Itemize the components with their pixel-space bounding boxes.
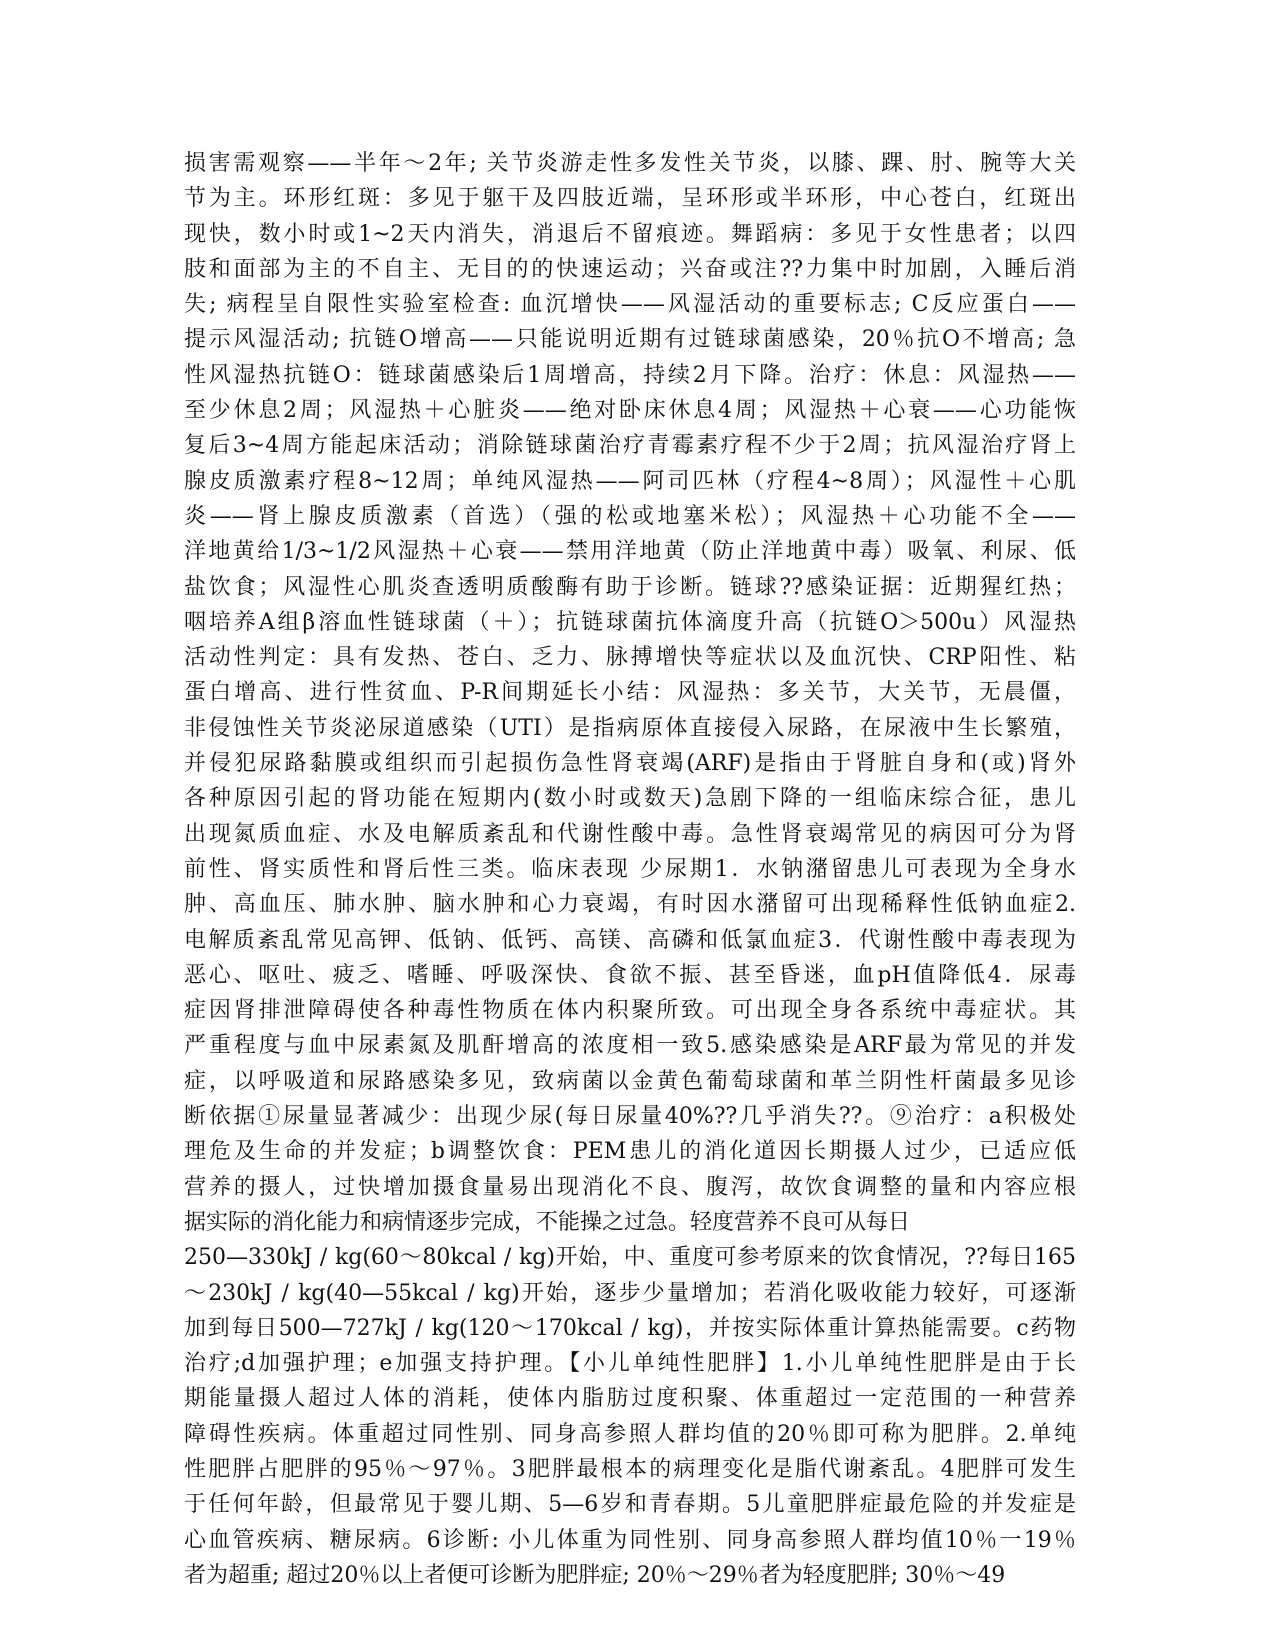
text-line: 活动性判定：具有发热、苍白、乏力、脉搏增快等症状以及血沉快、CRP阳性、粘 — [184, 645, 1076, 671]
text-line: 症因肾排泄障碍使各种毒性物质在体内积聚所致。可出现全身各系统中毒症状。其 — [184, 998, 1076, 1024]
text-line: 蛋白增高、进行性贫血、P-R间期延长小结：风湿热：多关节，大关节，无晨僵， — [184, 680, 1076, 706]
text-line: 咽培养A组β溶血性链球菌（＋）；抗链球菌抗体滴度升高（抗链O＞500u）风湿热 — [184, 609, 1076, 635]
text-line: 腺皮质激素疗程8~12周；单纯风湿热——阿司匹林（疗程4~8周）；风湿性＋心肌 — [184, 468, 1076, 494]
text-line: 性肥胖占肥胖的95％～97％。3肥胖最根本的病理变化是脂代谢紊乱。4肥胖可发生 — [184, 1456, 1076, 1482]
text-line: 电解质紊乱常见高钾、低钠、低钙、高镁、高磷和低氯血症3．代谢性酸中毒表现为 — [184, 927, 1076, 953]
text-line: 盐饮食；风湿性心肌炎查透明质酸酶有助于诊断。链球??感染证据：近期猩红热； — [184, 574, 1076, 600]
text-line: 加到每日500—727kJ / kg(120～170kcal / kg)，并按实际体重计算热能需要。c药物 — [184, 1315, 1076, 1341]
text-line: 者为超重; 超过20％以上者便可诊断为肥胖症; 20％～29％者为轻度肥胖; 30％～49 — [184, 1562, 1006, 1588]
text-line: 损害需观察——半年～2年; 关节炎游走性多发性关节炎，以膝、踝、肘、腕等大关 — [184, 151, 1076, 176]
text-line: 严重程度与血中尿素氮及肌酐增高的浓度相一致5.感染感染是ARF最为常见的并发 — [184, 1033, 1076, 1059]
text-line: 据实际的消化能力和病情逐步完成，不能操之过急。轻度营养不良可从每日 — [184, 1209, 911, 1235]
text-line: 性风湿热抗链O：链球菌感染后1周增高，持续2月下降。治疗：休息：风湿热—— — [184, 362, 1076, 388]
text-line: 肢和面部为主的不自主、无目的的快速运动；兴奋或注??力集中时加剧，入睡后消 — [184, 256, 1076, 282]
text-line: 于任何年龄，但最常见于婴儿期、5—6岁和青春期。5儿童肥胖症最危险的并发症是 — [184, 1492, 1076, 1518]
text-line: 肿、高血压、肺水肿、脑水肿和心力衰竭，有时因水潴留可出现稀释性低钠血症2. — [184, 892, 1076, 918]
text-line: 期能量摄人超过人体的消耗，使体内脂肪过度积聚、体重超过一定范围的一种营养 — [184, 1386, 1076, 1412]
text-line: 至少休息2周；风湿热＋心脏炎——绝对卧床休息4周；风湿热＋心衰——心功能恢 — [184, 398, 1076, 424]
body-text — [184, 146, 1076, 1593]
text-line: 炎——肾上腺皮质激素（首选）（强的松或地塞米松）；风湿热＋心功能不全—— — [184, 503, 1076, 529]
text-line: 障碍性疾病。体重超过同性别、同身高参照人群均值的20％即可称为肥胖。2.单纯 — [184, 1421, 1076, 1447]
text-line: 断依据①尿量显著减少：出现少尿(每日尿量40%??几乎消失??。⑨治疗：a积极处 — [184, 1104, 1076, 1130]
text-line: 各种原因引起的肾功能在短期内(数小时或数天)急剧下降的一组临床综合征，患儿 — [184, 786, 1076, 812]
text-line: 理危及生命的并发症；b调整饮食：PEM患儿的消化道因长期摄人过少，已适应低 — [184, 1139, 1076, 1165]
text-line: 前性、肾实质性和肾后性三类。临床表现 少尿期1．水钠潴留患儿可表现为全身水 — [184, 856, 1076, 882]
text-line: 复后3~4周方能起床活动；消除链球菌治疗青霉素疗程不少于2周；抗风湿治疗肾上 — [184, 433, 1076, 459]
text-line: 出现氮质血症、水及电解质紊乱和代谢性酸中毒。急性肾衰竭常见的病因可分为肾 — [184, 821, 1076, 847]
text-line: 节为主。环形红斑：多见于躯干及四肢近端，呈环形或半环形，中心苍白，红斑出 — [184, 186, 1076, 212]
text-line: 并侵犯尿路黏膜或组织而引起损伤急性肾衰竭(ARF)是指由于肾脏自身和(或)肾外 — [184, 751, 1076, 777]
text-line: 非侵蚀性关节炎泌尿道感染（UTI）是指病原体直接侵入尿路，在尿液中生长繁殖， — [184, 715, 1076, 741]
text-line: ～230kJ / kg(40—55kcal / kg)开始，逐步少量增加；若消化吸收能力较好，可逐渐 — [184, 1280, 1076, 1306]
text-line: 治疗;d加强护理；e加强支持护理。【小儿单纯性肥胖】1.小儿单纯性肥胖是由于长 — [184, 1351, 1076, 1377]
text-line: 洋地黄给1/3~1/2风湿热＋心衰——禁用洋地黄（防止洋地黄中毒）吸氧、利尿、低 — [184, 539, 1076, 565]
text-line: 心血管疾病、糖尿病。6诊断: 小儿体重为同性别、同身高参照人群均值10％一19％ — [184, 1527, 1076, 1553]
text-line: 营养的摄人，过快增加摄食量易出现消化不良、腹泻，故饮食调整的量和内容应根 — [184, 1174, 1076, 1200]
text-line: 提示风湿活动; 抗链O增高——只能说明近期有过链球菌感染，20％抗O不增高; 急 — [184, 327, 1076, 353]
text-line: 恶心、呕吐、疲乏、嗜睡、呼吸深快、食欲不振、甚至昏迷，血pH值降低4．尿毒 — [184, 962, 1076, 988]
text-line: 失; 病程呈自限性实验室检查: 血沉增快——风湿活动的重要标志; C反应蛋白—— — [184, 292, 1076, 318]
text-line: 症，以呼吸道和尿路感染多见，致病菌以金黄色葡萄球菌和革兰阴性杆菌最多见诊 — [184, 1068, 1076, 1094]
text-line: 250—330kJ / kg(60～80kcal / kg)开始，中、重度可参考原来的饮食情况，??每日165 — [184, 1245, 1076, 1271]
text-line: 现快，数小时或1~2天内消失，消退后不留痕迹。舞蹈病：多见于女性患者；以四 — [184, 221, 1076, 247]
